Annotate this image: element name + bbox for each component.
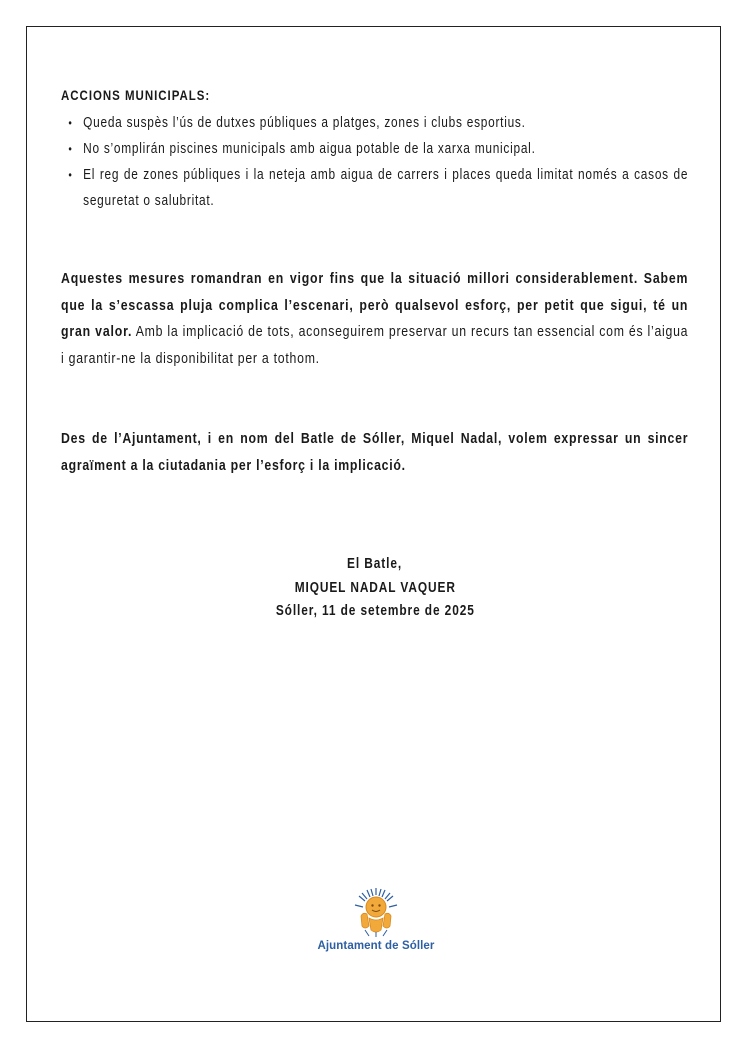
actions-section — [61, 86, 688, 479]
signature-name: MIQUEL NADAL VAQUER — [294, 579, 456, 596]
logo-text: Ajuntament de Sóller — [317, 940, 435, 952]
list-item — [61, 110, 688, 136]
list-item-text: El reg de zones públiques i la neteja amb aigua de carrers i places queda limitat només a casos de seguretat o salubritat. — [83, 167, 689, 209]
signature-title: El Batle, — [347, 556, 403, 572]
ajuntament-logo — [313, 886, 439, 952]
list-item — [61, 162, 688, 214]
actions-heading: ACCIONS MUNICIPALS: — [61, 87, 211, 103]
bullet-icon: • — [68, 142, 73, 156]
measures-paragraph — [61, 266, 688, 372]
actions-list — [61, 110, 688, 214]
sun-emblem-icon — [353, 886, 399, 938]
bullet-icon: • — [68, 116, 73, 130]
list-item-text: No s’omplirán piscines municipals amb aigua potable de la xarxa municipal. — [83, 141, 536, 157]
list-item-text: Queda suspès l’ús de dutxes públiques a platges, zones i clubs esportius. — [83, 115, 526, 131]
signature-block — [0, 553, 750, 624]
list-item — [61, 136, 688, 162]
document-body — [61, 86, 688, 479]
thanks-paragraph: Des de l’Ajuntament, i en nom del Batle de Sóller, Miquel Nadal, volem expressar un sincer agraïment a la ciutadania per l’esforç i la implicació. — [61, 430, 689, 474]
measures-paragraph-normal: Amb la implicació de tots, aconseguirem preservar un recurs tan essencial com és l’aigua i garantir-ne la disponibilitat per a tothom. — [61, 323, 689, 367]
signature-place-date: Sóller, 11 de setembre de 2025 — [275, 603, 475, 619]
bullet-icon: • — [68, 168, 73, 182]
measures-paragraph-bold: Aquestes mesures romandran en vigor fins que la situació millori considerablement. Sabem que la s’escassa pluja complica l’escenari, però qualsevol esforç, per petit que sigui, té un gran valor. — [61, 270, 689, 340]
